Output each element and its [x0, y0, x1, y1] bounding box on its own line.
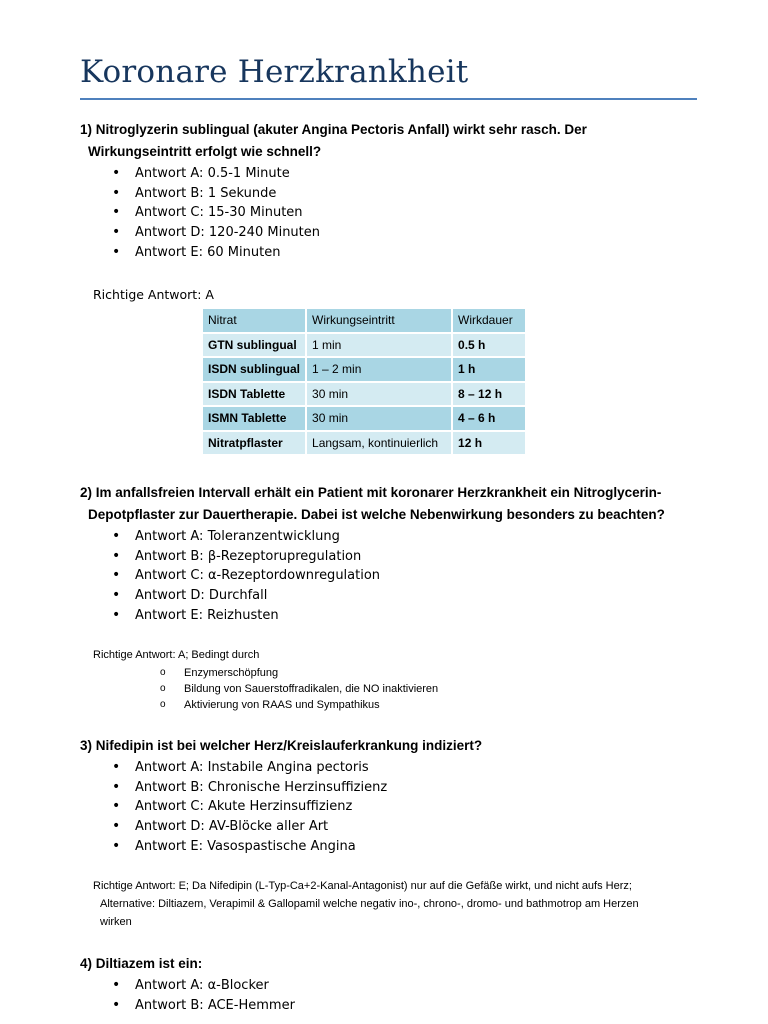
table-cell: Langsam, kontinuierlich [307, 432, 451, 455]
question-4-answers [112, 976, 295, 1015]
table-cell: 1 – 2 min [307, 358, 451, 381]
question-4-line-1: 4) Diltiazem ist ein: [80, 956, 203, 971]
question-3 [80, 735, 700, 757]
question-1 [80, 119, 700, 163]
page-title: Koronare Herzkrankheit [80, 54, 469, 90]
question-1-correct-answer: Richtige Antwort: A [93, 287, 214, 302]
title-underline [80, 98, 697, 100]
question-2-correct-answer: Richtige Antwort: A; Bedingt durch [93, 649, 260, 661]
list-item: • Antwort C: 15-30 Minuten [112, 203, 320, 223]
nitrate-table [201, 307, 527, 456]
table-row [203, 358, 525, 381]
question-2-answers [112, 527, 380, 625]
list-item: • Antwort A: α-Blocker [112, 976, 295, 996]
table-cell: GTN sublingual [203, 334, 305, 357]
table-cell: 0.5 h [453, 334, 525, 357]
list-item: • Antwort E: Vasospastische Angina [112, 837, 387, 857]
list-item: • Antwort B: β-Rezeptorupregulation [112, 547, 380, 567]
table-header-cell: Wirkungseintritt [307, 309, 451, 332]
question-3-correct-line-3: wirken [100, 916, 132, 928]
list-item: • Antwort C: α-Rezeptordownregulation [112, 566, 380, 586]
list-item: • Antwort B: 1 Sekunde [112, 184, 320, 204]
list-item: • Antwort A: 0.5-1 Minute [112, 164, 320, 184]
question-2-line-1: 2) Im anfallsfreien Intervall erhält ein Patient mit koronarer Herzkrankheit ein Nitroglycerin- [80, 485, 662, 500]
list-item: • Antwort E: 60 Minuten [112, 243, 320, 263]
list-item: o Bildung von Sauerstoffradikalen, die NO inaktivieren [160, 681, 438, 697]
list-item: • Antwort D: AV-Blöcke aller Art [112, 817, 387, 837]
table-cell: 30 min [307, 407, 451, 430]
table-cell: 8 – 12 h [453, 383, 525, 406]
question-4 [80, 953, 700, 975]
table-header-cell: Wirkdauer [453, 309, 525, 332]
list-item: • Antwort D: Durchfall [112, 586, 380, 606]
list-item: • Antwort E: Reizhusten [112, 606, 380, 626]
table-cell: 30 min [307, 383, 451, 406]
question-1-line-2: Wirkungseintritt erfolgt wie schnell? [88, 144, 322, 159]
table-row [203, 383, 525, 406]
question-1-answers [112, 164, 320, 262]
list-item: • Antwort C: Akute Herzinsuffizienz [112, 797, 387, 817]
table-cell: ISDN sublingual [203, 358, 305, 381]
question-2-line-2: Depotpflaster zur Dauertherapie. Dabei ist welche Nebenwirkung besonders zu beachten? [88, 507, 665, 522]
list-item: o Enzymerschöpfung [160, 665, 438, 681]
question-2 [80, 482, 700, 526]
list-item: • Antwort A: Instabile Angina pectoris [112, 758, 387, 778]
list-item: • Antwort B: Chronische Herzinsuffizienz [112, 778, 387, 798]
table-row [203, 432, 525, 455]
question-3-answers [112, 758, 387, 856]
list-item: • Antwort B: ACE-Hemmer [112, 996, 295, 1016]
question-3-line-1: 3) Nifedipin ist bei welcher Herz/Kreislauferkrankung indiziert? [80, 738, 483, 753]
table-cell: 1 min [307, 334, 451, 357]
table-header-cell: Nitrat [203, 309, 305, 332]
question-3-correct-answer [93, 877, 698, 931]
table-cell: 4 – 6 h [453, 407, 525, 430]
list-item: o Aktivierung von RAAS und Sympathikus [160, 697, 438, 713]
table-cell: 12 h [453, 432, 525, 455]
table-cell: 1 h [453, 358, 525, 381]
list-item: • Antwort D: 120-240 Minuten [112, 223, 320, 243]
table-cell: ISDN Tablette [203, 383, 305, 406]
question-3-correct-line-1: Richtige Antwort: E; Da Nifedipin (L-Typ-Ca+2-Kanal-Antagonist) nur auf die Gefäße wirkt, und nicht aufs Herz; [93, 880, 632, 892]
table-cell: ISMN Tablette [203, 407, 305, 430]
table-header-row [203, 309, 525, 332]
question-3-correct-line-2: Alternative: Diltiazem, Verapimil & Gallopamil welche negativ ino-, chrono-, dromo- und bathmotrop am Herzen [100, 898, 639, 910]
question-2-reasons [160, 665, 438, 713]
list-item: • Antwort A: Toleranzentwicklung [112, 527, 380, 547]
question-1-line-1: 1) Nitroglyzerin sublingual (akuter Angina Pectoris Anfall) wirkt sehr rasch. Der [80, 122, 587, 137]
table-row [203, 334, 525, 357]
table-cell: Nitratpflaster [203, 432, 305, 455]
table-row [203, 407, 525, 430]
